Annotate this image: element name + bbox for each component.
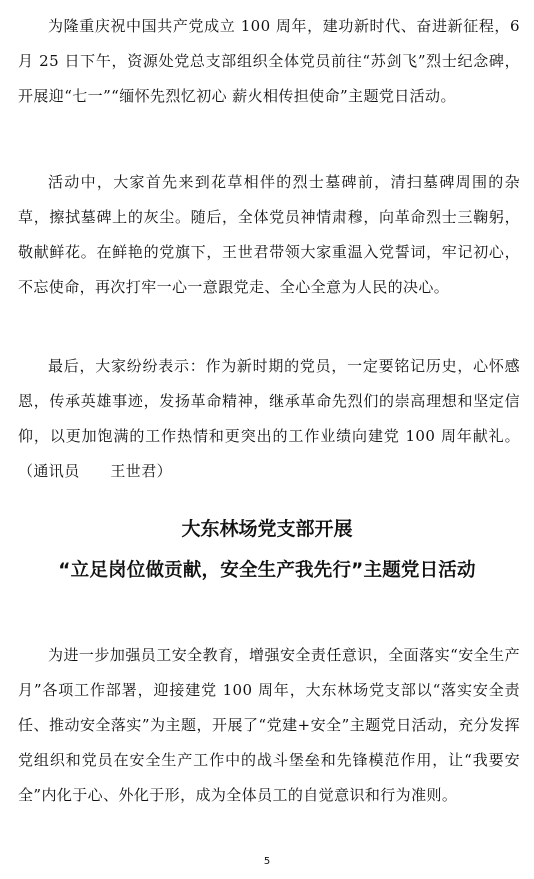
paragraph-memorial-visit: 为隆重庆祝中国共产党成立 100 周年，建功新时代、奋进新征程，6 月 25 日下午，资源处党总支部组织全体党员前往“苏剑飞”烈士纪念碑，开展迎“七一”“缅怀先烈忆初心 薪火相传担使命”主题党日活动。 [18, 17, 520, 105]
page-number: 5 [263, 856, 271, 867]
article-title-line1: 大东林场党支部开展 [181, 518, 353, 540]
paragraph-activity-details: 活动中，大家首先来到花草相伴的烈士墓碑前，清扫墓碑周围的杂草，擦拭墓碑上的灰尘。随后，全体党员神情肃穆，向革命烈士三鞠躬，敬献鲜花。在鲜艳的党旗下，王世君带领大家重温入党誓词，牢记初心，不忘使命，再次打牢一心一意跟党走、全心全意为人民的决心。 [18, 173, 520, 296]
article-title-line2: “立足岗位做贡献，安全生产我先行”主题党日活动 [58, 560, 476, 581]
paragraph-safety-activity: 为进一步加强员工安全教育，增强安全责任意识，全面落实“安全生产月”各项工作部署，迎接建党 100 周年，大东林场党支部以“落实安全责任、推动安全落实”为主题，开展了“党建+安全”主题党日活动，充分发挥党组织和党员在安全生产工作中的战斗堡垒和先锋模范作用，让“我要安全”内化于心、外化于形，成为全体员工的自觉意识和行为准则。 [18, 646, 520, 804]
paragraph-conclusion: 最后，大家纷纷表示：作为新时期的党员，一定要铭记历史，心怀感恩，传承英雄事迹，发扬革命精神，继承革命先烈们的崇高理想和坚定信仰，以更加饱满的工作热情和更突出的工作业绩向建党 100 周年献礼。（通讯员 王世君） [18, 357, 520, 480]
